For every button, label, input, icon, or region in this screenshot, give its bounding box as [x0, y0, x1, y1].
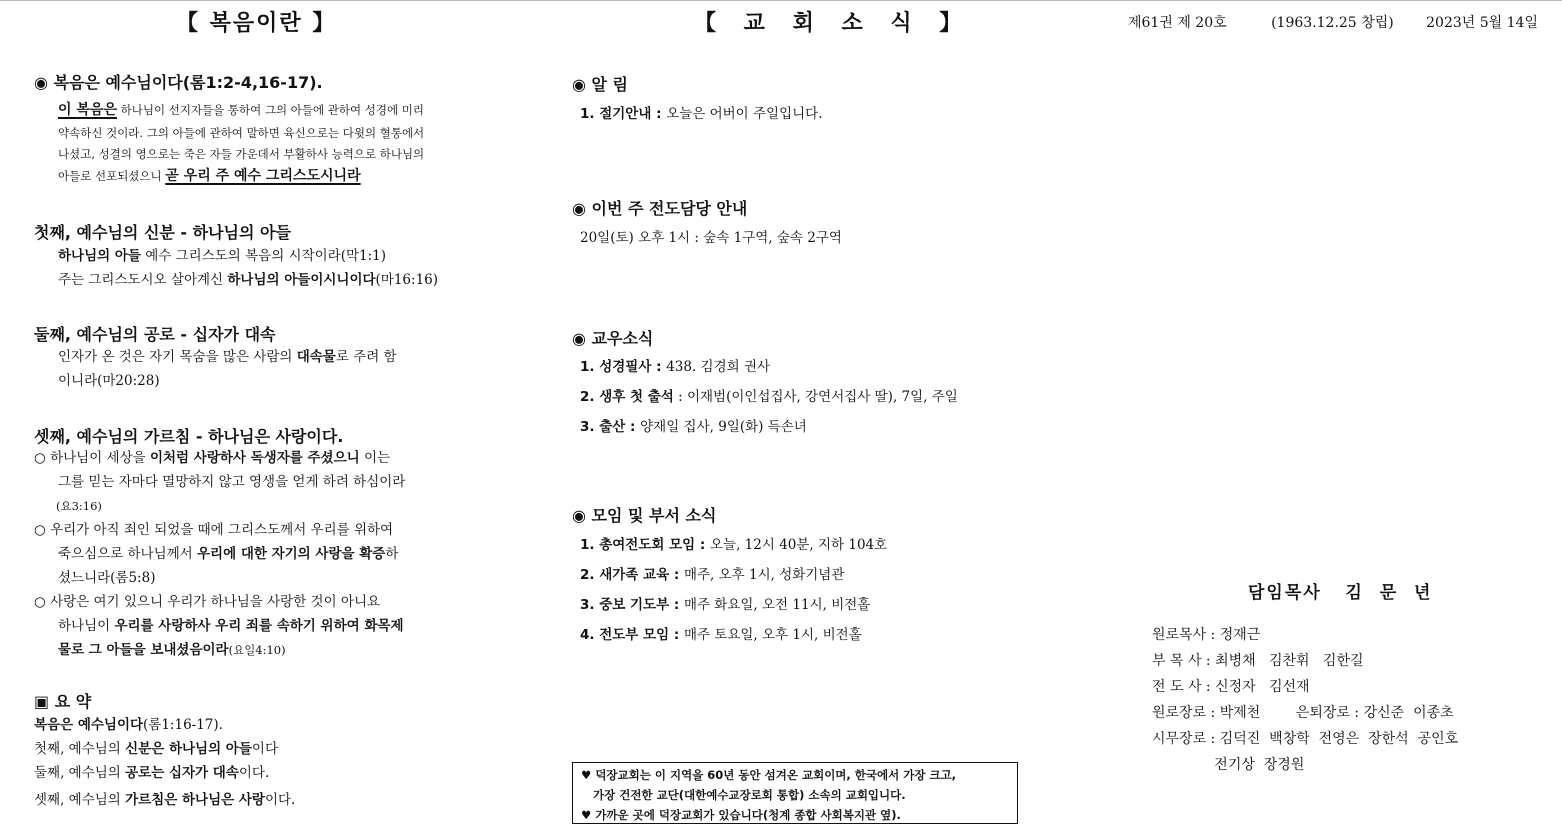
gospel-text: 주는 그리스도시오 살아계신 하나님의 아들이시니이다(마16:16) [58, 272, 439, 288]
top-rule [0, 0, 1562, 1]
gospel-text: 하나님이 우리를 사랑하사 우리 죄를 속하기 위하여 화목제 [58, 618, 404, 634]
notice-line: 가장 건전한 교단(대한예수교장로회 통합) 소속의 교회입니다. [581, 788, 906, 802]
staff-row: 전 도 사 : 신정자 김선재 [1152, 679, 1310, 695]
gospel-text: 죽으심으로 하나님께서 우리에 대한 자기의 사랑을 확증하 [58, 546, 399, 562]
notice-line: ♥ 덕장교회는 이 지역을 60년 동안 섬겨온 교회이며, 한국에서 가장 크고, [581, 768, 957, 782]
notice-item: 1. 절기안내 : 오늘은 어버이 주일입니다. [580, 106, 823, 122]
gospel-text: ○ 사랑은 여기 있으니 우리가 하나님을 사랑한 것이 아니요 [34, 594, 381, 610]
meeting-item: 3. 중보 기도부 : 매주 화요일, 오전 11시, 비전홀 [580, 597, 871, 613]
gospel-text: 아들로 선포되셨으니 곧 우리 주 예수 그리스도시니라 [58, 168, 361, 184]
member-news-item: 1. 성경필사 : 438. 김경희 권사 [580, 359, 771, 375]
summary-heading: ▣ 요 약 [34, 692, 92, 711]
gospel-text: 셨느니라(롬5:8) [58, 570, 156, 586]
summary-row: 첫째, 예수님의 신분은 하나님의 아들이다 [34, 741, 278, 757]
meeting-item: 2. 새가족 교육 : 매주, 오후 1시, 성화기념관 [580, 567, 845, 583]
summary-row: 복음은 예수님이다(롬1:16-17). [34, 717, 223, 733]
gospel-text: 이 복음은 하나님이 선지자들을 통하여 그의 아들에 관하여 성경에 미리 [58, 102, 424, 118]
staff-row: 원로장로 : 박제천 은퇴장로 : 강신준 이종초 [1152, 705, 1454, 721]
summary-row: 셋째, 예수님의 가르침은 하나님은 사랑이다. [34, 792, 296, 808]
gospel-heading-1: 첫째, 예수님의 신분 - 하나님의 아들 [34, 223, 291, 242]
staff-row: 시무장로 : 김덕진 백창학 전영은 장한석 공인호 [1152, 731, 1459, 747]
member-news-item: 2. 생후 첫 출석 : 이재범(이인섭집사, 강연서집사 딸), 7일, 주일 [580, 389, 958, 405]
notice-heading: ◉ 알 림 [572, 75, 629, 94]
staff-row: 원로목사 : 정재근 [1152, 627, 1261, 643]
gospel-heading-3: 셋째, 예수님의 가르침 - 하나님은 사랑이다. [34, 427, 344, 446]
gospel-text: 인자가 온 것은 자기 목숨을 많은 사람의 대속물로 주려 함 [58, 349, 397, 365]
member-news-heading: ◉ 교우소식 [572, 329, 654, 348]
gospel-text: ○ 하나님이 세상을 이처럼 사랑하사 독생자를 주셨으니 이는 [34, 450, 391, 466]
senior-pastor: 담임목사 김 문 년 [1248, 583, 1433, 603]
gospel-text: 약속하신 것이라. 그의 아들에 관하여 말하면 육신으로는 다윗의 혈통에서 [58, 126, 425, 140]
member-news-item: 3. 출산 : 양재일 집사, 9일(화) 득손녀 [580, 419, 807, 435]
gospel-text: 물로 그 아들을 보내셨음이라(요일4:10) [58, 642, 286, 658]
gospel-heading-0: ◉ 복음은 예수님이다(롬1:2-4,16-17). [34, 73, 323, 92]
founded-date: (1963.12.25 창립) [1271, 15, 1394, 31]
publication-info [1128, 12, 1538, 32]
gospel-heading-2: 둘째, 예수님의 공로 - 십자가 대속 [34, 325, 276, 344]
gospel-text: 이니라(마20:28) [58, 373, 160, 389]
gospel-text: 하나님의 아들 예수 그리스도의 복음의 시작이라(막1:1) [58, 248, 386, 264]
notice-line: ♥ 가까운 곳에 덕장교회가 있습니다(청계 종합 사회복지관 옆). [581, 808, 901, 822]
gospel-text: 그를 믿는 자마다 멸망하지 않고 영생을 얻게 하려 하심이라 [58, 474, 406, 490]
news-title: 【 교 회 소 식 】 [694, 10, 972, 36]
meeting-item: 4. 전도부 모임 : 매주 토요일, 오후 1시, 비전홀 [580, 627, 862, 643]
gospel-title: 【 복음이란 】 [176, 10, 337, 36]
evangelism-item: 20일(토) 오후 1시 : 숲속 1구역, 숲속 2구역 [580, 230, 842, 246]
meeting-heading: ◉ 모임 및 부서 소식 [572, 506, 717, 525]
gospel-text: ○ 우리가 아직 죄인 되었을 때에 그리스도께서 우리를 위하여 [34, 522, 394, 538]
staff-row: 부 목 사 : 최병채 김찬휘 김한길 [1152, 653, 1364, 669]
gospel-text: (요3:16) [56, 499, 102, 513]
evangelism-heading: ◉ 이번 주 전도담당 안내 [572, 199, 748, 218]
gospel-text: 나셨고, 성결의 영으로는 죽은 자들 가운데서 부활하사 능력으로 하나님의 [58, 147, 425, 161]
summary-row: 둘째, 예수님의 공로는 십자가 대속이다. [34, 765, 270, 781]
meeting-item: 1. 총여전도회 모임 : 오늘, 12시 40분, 지하 104호 [580, 537, 888, 553]
volume-number: 제61권 제 20호 [1128, 15, 1227, 31]
staff-row: 전기상 장경원 [1152, 757, 1305, 773]
church-notice-box [572, 762, 1018, 824]
issue-date: 2023년 5월 14일 [1426, 15, 1538, 31]
